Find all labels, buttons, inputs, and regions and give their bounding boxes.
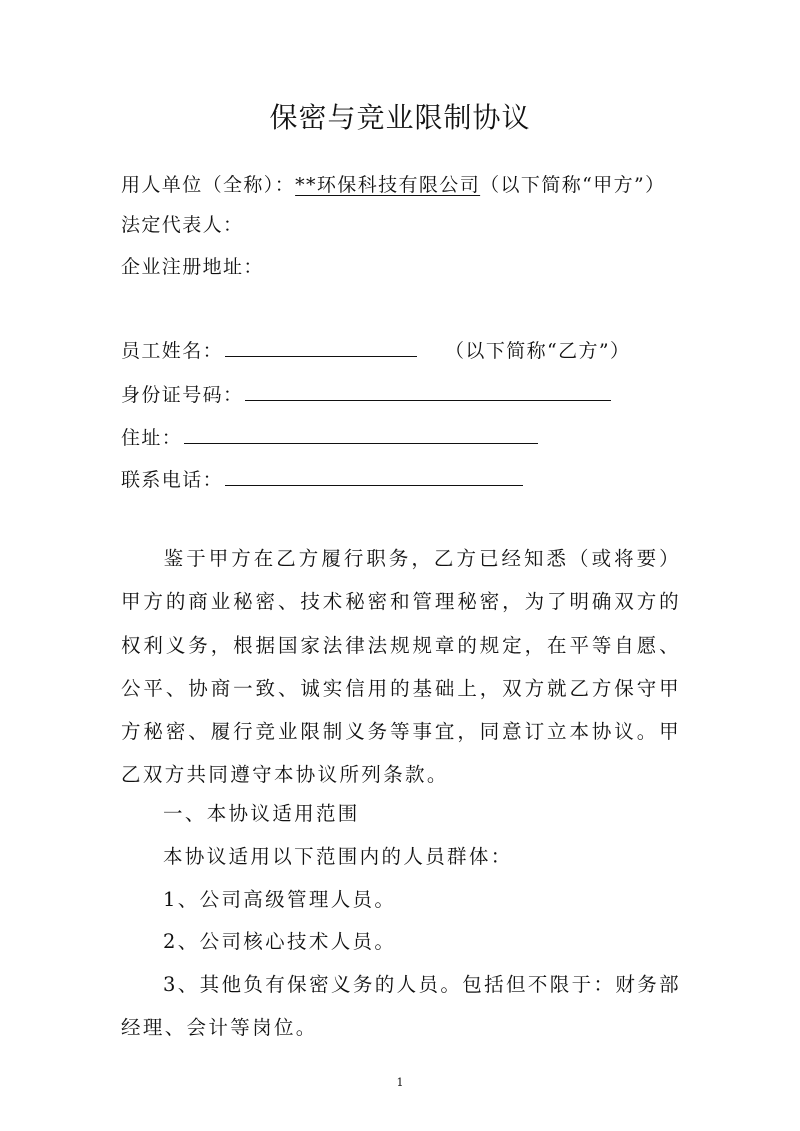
preamble-text: 鉴于甲方在乙方履行职务，乙方已经知悉（或将要）甲方的商业秘密、技术秘密和管理秘密，为了明确双方的权利义务，根据国家法律法规规章的规定，在平等自愿、公平、协商一致、诚实信用的基础上，双方就乙方保守甲方秘密、履行竞业限制义务等事宜，同意订立本协议。甲乙双方共同遵守本协议所列条款。 [121,547,681,787]
legal-rep-line [121,210,243,237]
residence-line [121,423,538,450]
registered-address-label: 企业注册地址： [121,256,264,278]
page-number: 1 [396,1076,404,1089]
employer-name: **环保科技有限公司 [295,174,481,196]
document-title: 保密与竞业限制协议 [269,101,531,134]
section1-item-2: 2、公司核心技术人员。 [163,930,397,953]
preamble-paragraph [121,537,681,797]
section1-intro: 本协议适用以下范围内的人员群体： [163,845,513,868]
employee-name-line [121,336,630,363]
section1-item-3: 3、其他负有保密义务的人员。包括但不限于：财务部经理、会计等岗位。 [121,973,681,1040]
employee-name-label: 员工姓名： [121,340,224,362]
phone-blank [225,484,523,486]
residence-label: 住址： [121,427,183,449]
registered-address-line [121,252,264,279]
residence-blank [184,442,538,444]
id-number-line [121,380,611,407]
section1-item-1: 1、公司高级管理人员。 [163,888,397,911]
section1-heading: 一、本协议适用范围 [163,802,360,825]
employee-name-blank [225,355,417,357]
phone-label: 联系电话： [121,469,224,491]
id-number-label: 身份证号码： [121,384,244,406]
id-number-blank [245,399,611,401]
phone-line [121,465,523,492]
employer-suffix: （以下简称“甲方”） [480,174,666,196]
legal-rep-label: 法定代表人： [121,214,244,236]
employer-line [121,170,666,197]
employer-label: 用人单位（全称）： [121,174,296,196]
employee-name-suffix: （以下简称“乙方”） [445,340,631,362]
